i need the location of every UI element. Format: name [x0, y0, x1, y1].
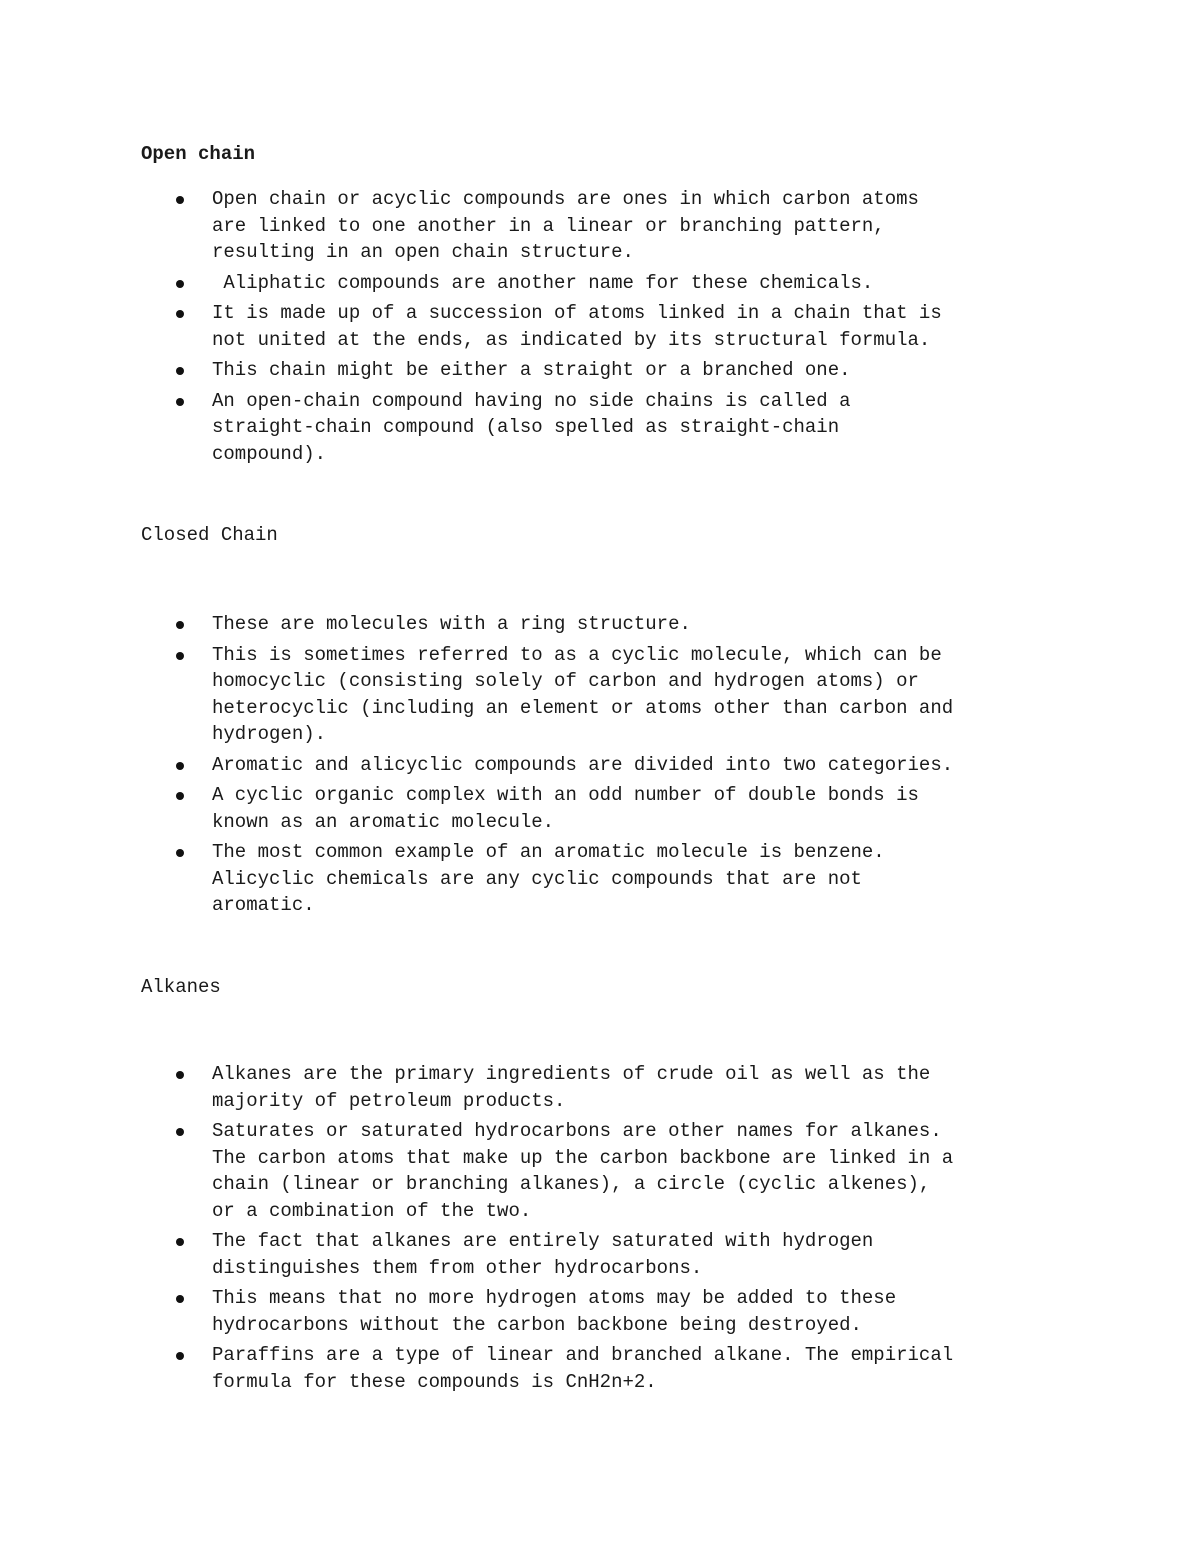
list-item: Open chain or acyclic compounds are ones in which carbon atoms are linked to one another in a linear or branching pattern, resulting in an open chain structure.: [0, 186, 1200, 266]
list-item: These are molecules with a ring structure.: [0, 611, 1200, 638]
open-chain-list: [0, 186, 1200, 471]
section-heading-open-chain: Open chain: [141, 143, 256, 165]
list-item: Aliphatic compounds are another name for these chemicals.: [0, 270, 1200, 297]
bullet-icon: [176, 196, 184, 204]
bullet-icon: [176, 652, 184, 660]
list-item: It is made up of a succession of atoms linked in a chain that is not united at the ends, as indicated by its structural formula.: [0, 300, 1200, 353]
list-item: The fact that alkanes are entirely saturated with hydrogen distinguishes them from other hydrocarbons.: [0, 1228, 1200, 1281]
list-item: The most common example of an aromatic molecule is benzene. Alicyclic chemicals are any cyclic compounds that are not aromatic.: [0, 839, 1200, 919]
bullet-icon: [176, 849, 184, 857]
list-item: Aromatic and alicyclic compounds are divided into two categories.: [0, 752, 1200, 779]
list-item: Paraffins are a type of linear and branched alkane. The empirical formula for these compounds is CnH2n+2.: [0, 1342, 1200, 1395]
bullet-icon: [176, 1071, 184, 1079]
list-item: This means that no more hydrogen atoms may be added to these hydrocarbons without the carbon backbone being destroyed.: [0, 1285, 1200, 1338]
bullet-icon: [176, 310, 184, 318]
list-item: This is sometimes referred to as a cyclic molecule, which can be homocyclic (consisting solely of carbon and hydrogen atoms) or heterocyclic (including an element or atoms other than carbon and hydrogen).: [0, 642, 1200, 748]
list-item: Alkanes are the primary ingredients of crude oil as well as the majority of petroleum products.: [0, 1061, 1200, 1114]
bullet-icon: [176, 792, 184, 800]
alkanes-list: [0, 1061, 1200, 1399]
bullet-icon: [176, 762, 184, 770]
bullet-icon: [176, 1238, 184, 1246]
list-item: This chain might be either a straight or a branched one.: [0, 357, 1200, 384]
bullet-icon: [176, 398, 184, 406]
bullet-icon: [176, 367, 184, 375]
bullet-icon: [176, 1295, 184, 1303]
list-item: A cyclic organic complex with an odd number of double bonds is known as an aromatic molecule.: [0, 782, 1200, 835]
section-heading-alkanes: Alkanes: [141, 976, 221, 998]
list-item: An open-chain compound having no side chains is called a straight-chain compound (also spelled as straight-chain compound).: [0, 388, 1200, 468]
section-heading-closed-chain: Closed Chain: [141, 524, 278, 546]
list-item: Saturates or saturated hydrocarbons are other names for alkanes. The carbon atoms that make up the carbon backbone are linked in a chain (linear or branching alkanes), a circle (cyclic alkenes), or a combination of the two.: [0, 1118, 1200, 1224]
bullet-icon: [176, 1352, 184, 1360]
bullet-icon: [176, 1128, 184, 1136]
bullet-icon: [176, 280, 184, 288]
closed-chain-list: [0, 611, 1200, 923]
bullet-icon: [176, 621, 184, 629]
